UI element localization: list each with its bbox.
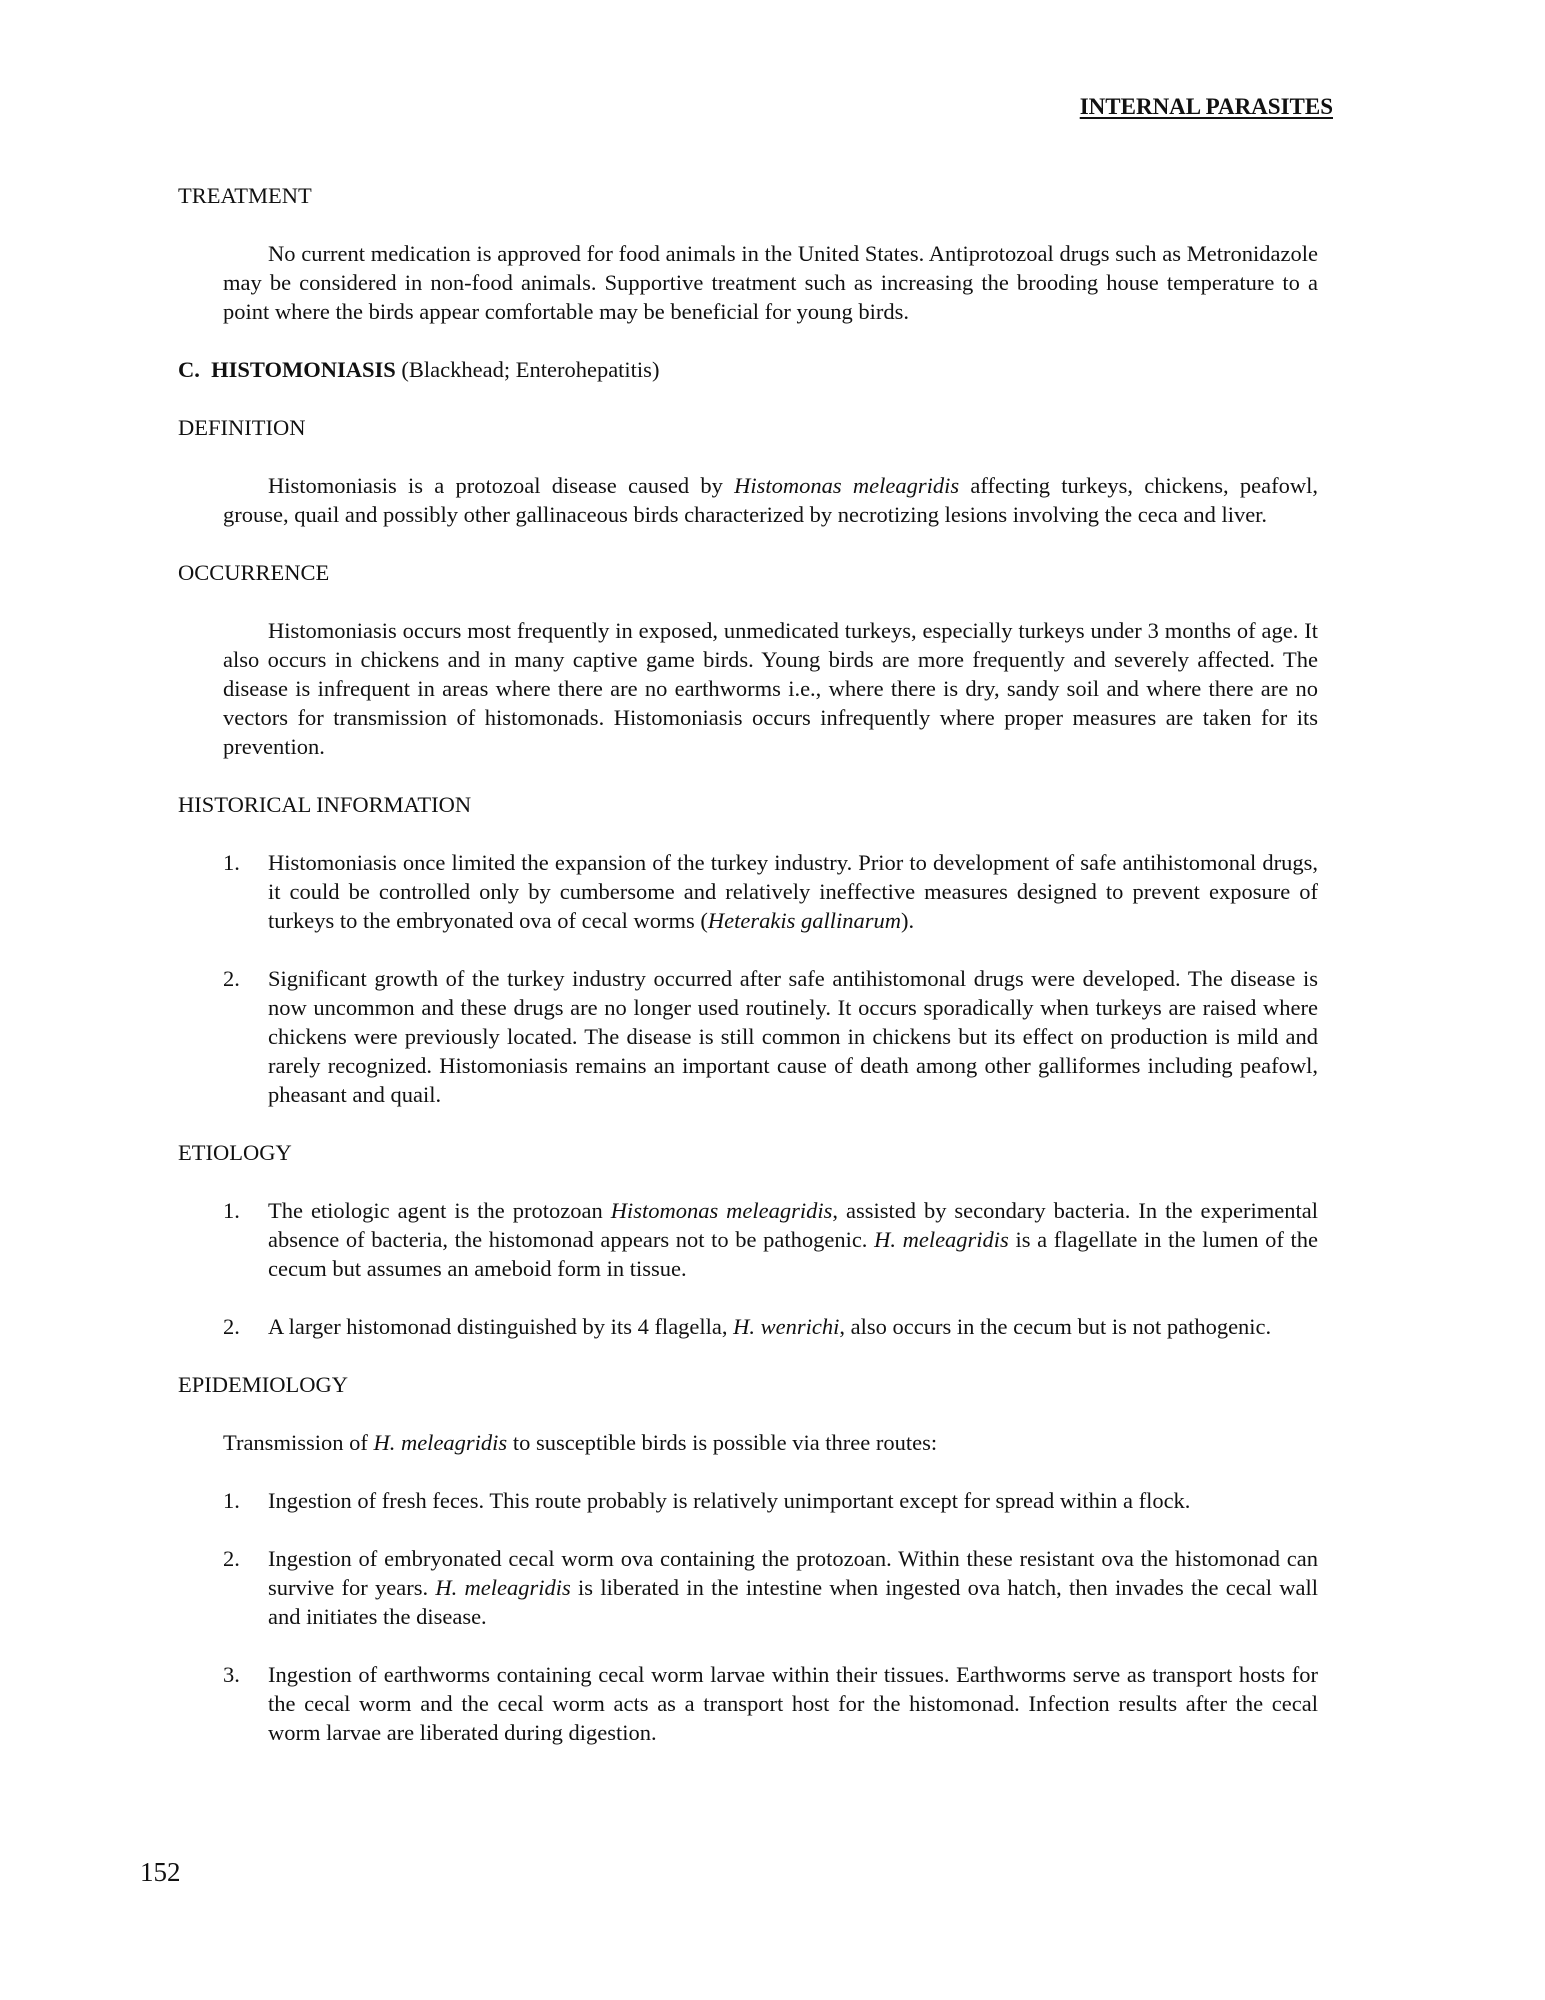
epidemiology-intro [223, 1428, 1318, 1457]
list-number: 1. [223, 850, 240, 875]
list-number: 1. [223, 1198, 240, 1223]
text-run: A larger histomonad distinguished by its 4 flagella, [268, 1314, 734, 1339]
text-run: affecting turkeys, chickens, peafowl, grouse, quail and possibly other gallinaceous birds characterized by necrotizing lesions involving the ceca and liver. [223, 473, 1318, 527]
list-item [223, 1196, 1318, 1283]
species-name: H. wenrichi [733, 1314, 840, 1339]
heading-occurrence: OCCURRENCE [178, 560, 330, 585]
list-item-text [268, 1312, 1318, 1341]
heading-definition: DEFINITION [178, 415, 306, 440]
list-item [223, 964, 1318, 1109]
list-item [223, 1312, 1318, 1341]
text-run: Transmission of [223, 1430, 374, 1455]
list-number: 2. [223, 966, 240, 991]
text-run: is a flagellate in the lumen of the cecum but assumes an ameboid form in tissue. [268, 1227, 1319, 1281]
list-item-text: Ingestion of earthworms containing cecal worm larvae within their tissues. Earthworms serve as transport hosts for the cecal worm and the cecal worm acts as a transport host for the histomonad. Infection results after the cecal worm larvae are liberated during digestion. [268, 1662, 1318, 1745]
text-run: to susceptible birds is possible via three routes: [507, 1430, 938, 1455]
list-item-text: Significant growth of the turkey industry occurred after safe antihistomonal drugs were developed. The disease is now uncommon and these drugs are no longer used routinely. It occurs sporadically when turkeys are raised where chickens were previously located. The disease is still common in chickens but its effect on production is mild and rarely recognized. Histomoniasis remains an important cause of death among other galliformes including peafowl, pheasant and quail. [268, 966, 1318, 1107]
text-run: is liberated in the intestine when ingested ova hatch, then invades the cecal wall and initiates the disease. [268, 1575, 1318, 1629]
page-body [178, 181, 1318, 1747]
text-run: Ingestion of embryonated cecal worm ova containing the protozoan. Within these resistant ova the histomonad can survive for years. [268, 1546, 1318, 1600]
occurrence-paragraph: Histomoniasis occurs most frequently in exposed, unmedicated turkeys, especially turkeys under 3 months of age. It also occurs in chickens and in many captive game birds. Young birds are more frequently and severely affected. The disease is infrequent in areas where there are no earthworms i.e., where there is dry, sandy soil and where there are no vectors for transmission of histomonads. Histomoniasis occurs infrequently where proper measures are taken for its prevention. [223, 618, 1318, 759]
list-item [223, 848, 1318, 935]
list-item [223, 1660, 1318, 1747]
species-name: H. meleagridis [373, 1430, 508, 1455]
etiology-list [223, 1196, 1318, 1341]
text-run: Histomoniasis once limited the expansion of the turkey industry. Prior to development of safe antihistomonal drugs, it could be controlled only by cumbersome and relatively ineffective measures designed to prevent exposure of turkeys to the embryonated ova of cecal worms ( [268, 850, 1318, 933]
historical-list [223, 848, 1318, 1109]
list-item [223, 1486, 1318, 1515]
list-number: 2. [223, 1314, 240, 1339]
list-item-text: Ingestion of fresh feces. This route probably is relatively unimportant except for spread within a flock. [268, 1488, 1191, 1513]
species-name: Heterakis gallinarum [707, 908, 901, 933]
section-title [178, 355, 1318, 384]
heading-epidemiology: EPIDEMIOLOGY [178, 1372, 348, 1397]
species-name: Histomonas meleagridis [734, 473, 960, 498]
list-number: 1. [223, 1488, 240, 1513]
heading-etiology: ETIOLOGY [178, 1140, 292, 1165]
heading-treatment: TREATMENT [178, 183, 312, 208]
list-number: 3. [223, 1662, 240, 1687]
section-letter: C. [178, 357, 200, 382]
list-item-text [268, 1544, 1318, 1631]
text-run: , also occurs in the cecum but is not pathogenic. [839, 1314, 1272, 1339]
list-item-text [268, 1196, 1318, 1283]
species-name: Histomonas meleagridis [610, 1198, 833, 1223]
text-run: The etiologic agent is the protozoan [268, 1198, 611, 1223]
treatment-paragraph: No current medication is approved for food animals in the United States. Antiprotozoal drugs such as Metronidazole may be considered in non-food animals. Supportive treatment such as increasing the brooding house temperature to a point where the birds appear comfortable may be beneficial for young birds. [223, 241, 1318, 324]
section-name: HISTOMONIASIS [211, 357, 396, 382]
species-name: H. meleagridis [435, 1575, 571, 1600]
list-item [223, 1544, 1318, 1631]
text-run: Histomoniasis is a protozoal disease caused by [268, 473, 735, 498]
section-synonyms: (Blackhead; Enterohepatitis) [401, 357, 660, 382]
heading-historical-information: HISTORICAL INFORMATION [178, 792, 472, 817]
running-head: INTERNAL PARASITES [1079, 94, 1333, 119]
epidemiology-list [223, 1486, 1318, 1747]
page-number: 152 [140, 1857, 181, 1887]
species-name: H. meleagridis [874, 1227, 1009, 1252]
text-run: , assisted by secondary bacteria. In the experimental absence of bacteria, the histomonad appears not to be pathogenic. [268, 1198, 1318, 1252]
definition-paragraph [223, 471, 1318, 529]
text-run: ). [900, 908, 915, 933]
list-number: 2. [223, 1546, 240, 1571]
list-item-text [268, 848, 1318, 935]
